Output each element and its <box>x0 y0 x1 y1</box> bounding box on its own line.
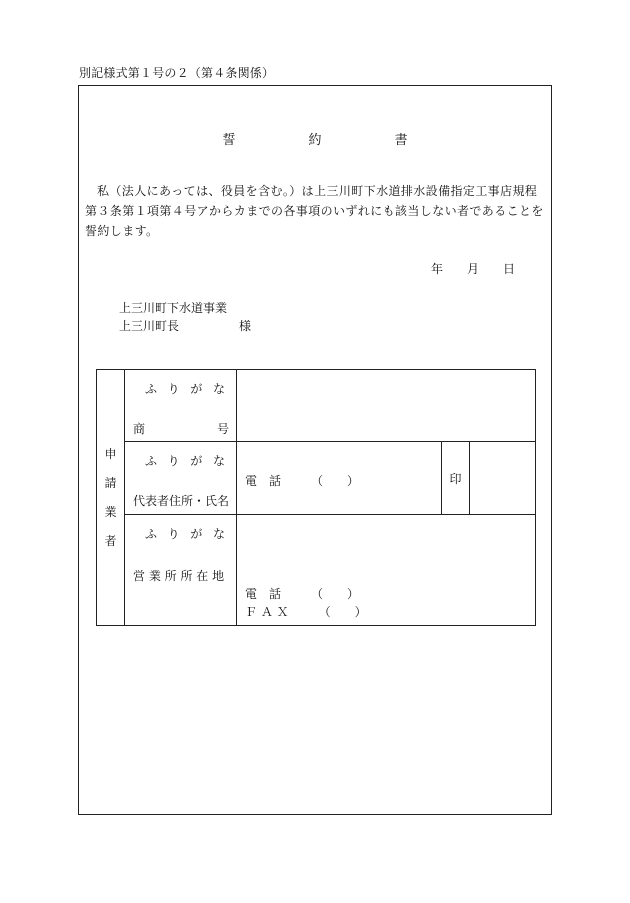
date-day: 日 <box>503 262 516 276</box>
furigana-label: ふ り が な <box>145 527 225 541</box>
applicant-char: 者 <box>104 533 117 548</box>
applicant-table <box>96 369 536 626</box>
representative-field[interactable] <box>237 442 442 515</box>
form-number: 別記様式第１号の２（第４条関係） <box>79 66 275 80</box>
seal-field[interactable] <box>470 442 536 515</box>
applicant-header <box>97 370 125 626</box>
applicant-char: 申 <box>104 446 117 461</box>
page-title: 誓 約 書 <box>222 133 438 148</box>
office-address-label: 営 業 所 所 在 地 <box>133 569 225 583</box>
representative-label-cell <box>125 442 237 515</box>
trade-name-label: 商 号 <box>133 422 230 436</box>
trade-name-field[interactable] <box>237 370 536 442</box>
trade-name-label-cell <box>125 370 237 442</box>
date-month: 月 <box>467 262 480 276</box>
office-fax-label: Ｆ Ａ Ｘ （ ） <box>245 605 367 619</box>
office-address-field[interactable] <box>237 515 536 626</box>
office-tel-label: 電 話 （ ） <box>245 587 360 601</box>
applicant-char: 請 <box>104 475 117 490</box>
seal-label: 印 <box>442 442 470 515</box>
pledge-text: 私（法人にあっては、役員を含む。）は上三川町下水道排水設備指定工事店規程第３条第１項第４号アからカまでの各事項のいずれにも該当しない者であることを誓約します。 <box>85 184 544 238</box>
applicant-char: 業 <box>104 504 117 519</box>
furigana-label: ふ り が な <box>145 454 225 468</box>
office-label-cell <box>125 515 237 626</box>
addressee-org: 上三川町下水道事業 <box>119 301 228 315</box>
addressee-mayor: 上三川町長 様 <box>119 319 252 333</box>
form-frame <box>78 85 552 815</box>
furigana-label: ふ り が な <box>145 382 225 396</box>
representative-tel-label: 電 話 （ ） <box>245 474 360 488</box>
representative-label: 代表者住所・氏名 <box>133 494 230 508</box>
date-year: 年 <box>431 262 444 276</box>
